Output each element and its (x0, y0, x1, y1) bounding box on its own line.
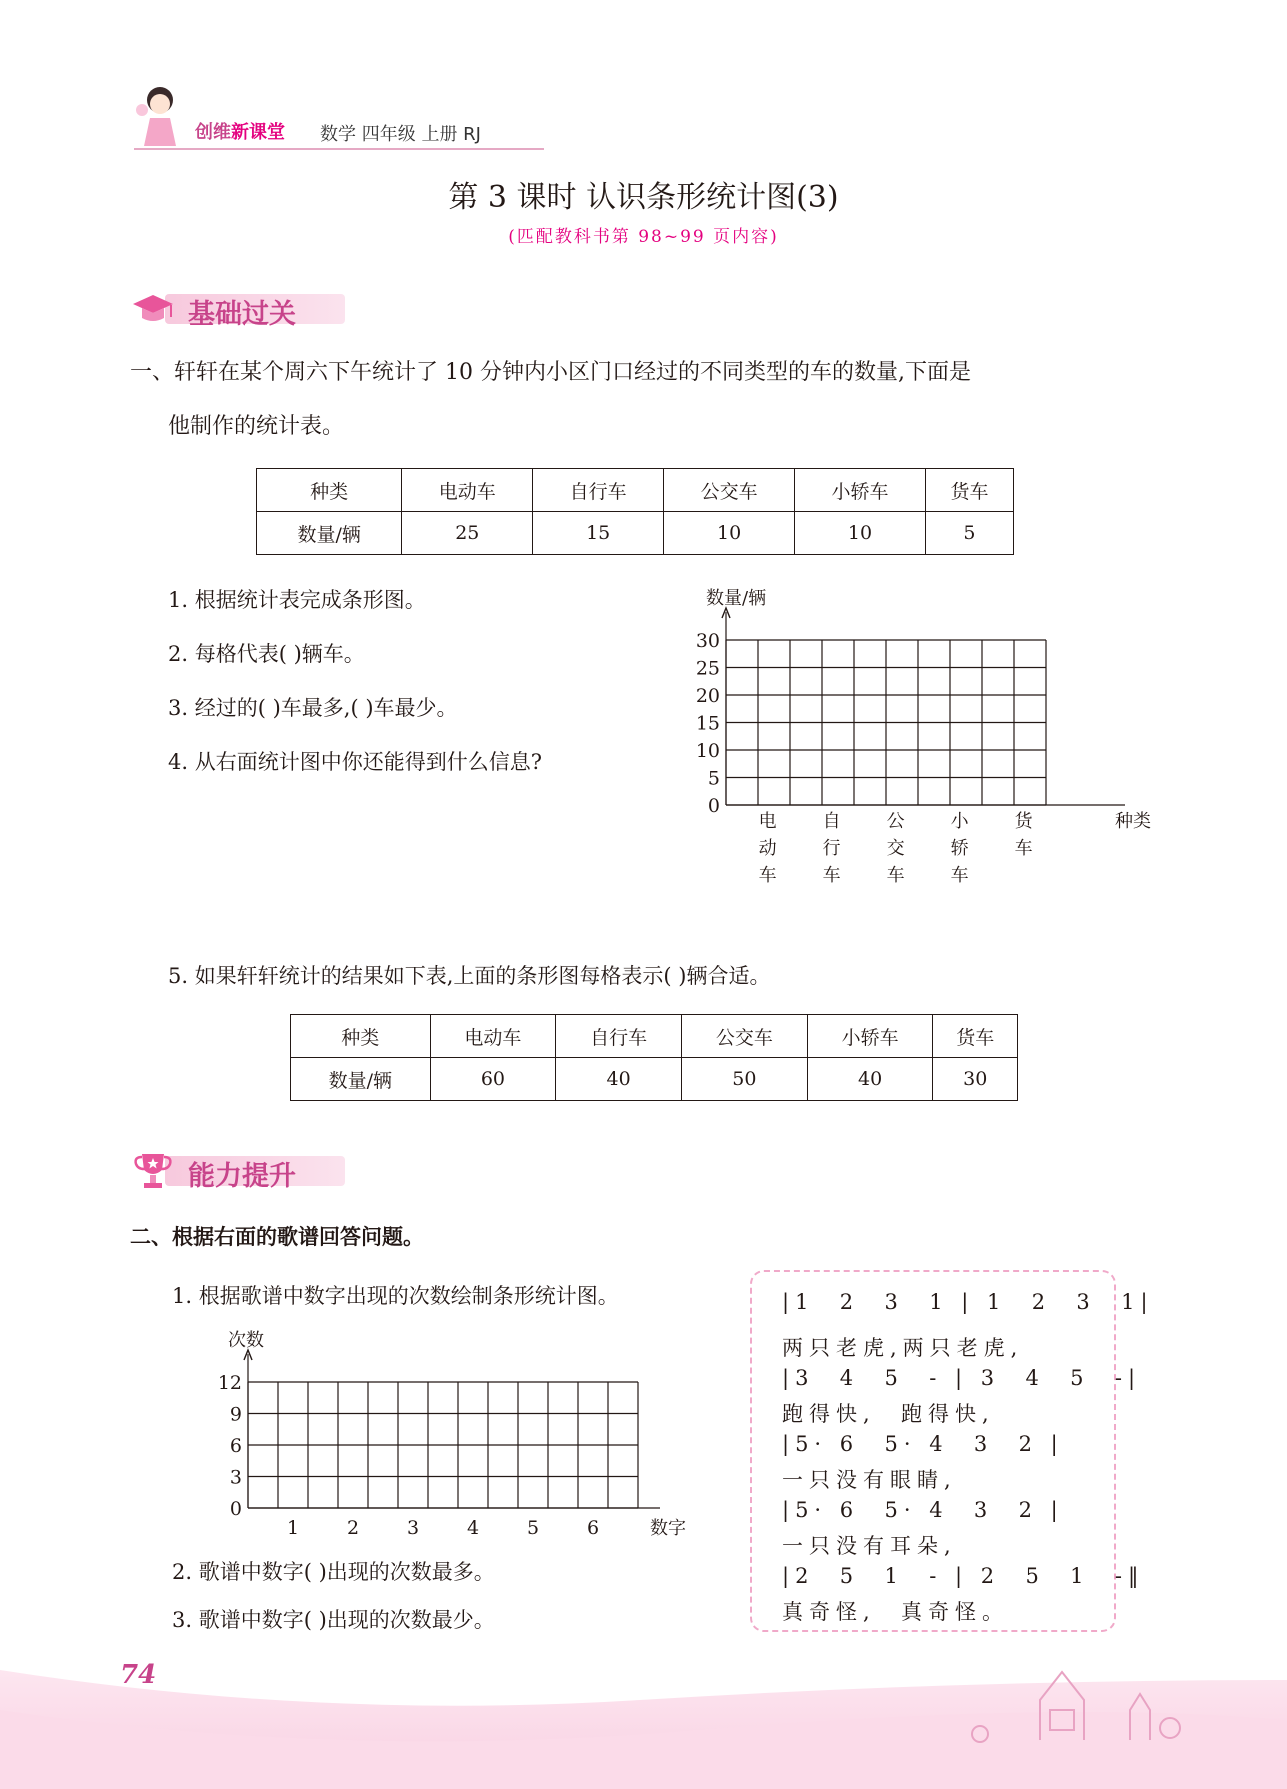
y-tick-label: 15 (695, 712, 720, 735)
score-line: |2 5 1 - | 2 5 1 -‖ (782, 1564, 1145, 1588)
table-header-row (291, 1015, 1018, 1058)
table-cell: 数量/辆 (257, 512, 402, 555)
table-row (257, 512, 1014, 555)
header-divider (134, 148, 544, 150)
table-cell: 30 (933, 1058, 1018, 1101)
table-cell: 种类 (257, 469, 402, 512)
lesson-title: 第 3 课时 认识条形统计图(3) (448, 180, 839, 215)
table-cell: 40 (556, 1058, 682, 1101)
table-cell: 25 (402, 512, 533, 555)
lyric-line: 一只没有眼睛, (782, 1468, 957, 1492)
y-tick-label: 20 (695, 685, 720, 707)
category-label: 4 (466, 1517, 480, 1539)
category-label: 自行车 (822, 811, 841, 886)
y-axis-label: 数量/辆 (706, 588, 767, 609)
page-number: 74 (120, 1660, 157, 1690)
item-3: 3. 经过的( )车最多,( )车最少。 (168, 696, 458, 720)
table-cell: 种类 (291, 1015, 431, 1058)
table-cell: 60 (430, 1058, 556, 1101)
y-tick-label: 0 (707, 795, 720, 817)
section-banner-basic: 基础过关 (130, 286, 360, 332)
score-line: |3 4 5 - | 3 4 5 -| (782, 1366, 1142, 1390)
question-2: 二、根据右面的歌谱回答问题。 (130, 1224, 424, 1249)
category-label: 5 (526, 1517, 540, 1539)
table-cell: 10 (664, 512, 795, 555)
table-cell: 货车 (933, 1015, 1018, 1058)
category-label: 公交车 (886, 811, 905, 886)
y-tick-label: 0 (229, 1498, 242, 1520)
lyric-line: 一只没有耳朵, (782, 1534, 957, 1558)
item-5: 5. 如果轩轩统计的结果如下表,上面的条形图每格表示( )辆合适。 (168, 964, 771, 988)
category-label: 小轿车 (950, 811, 969, 886)
item-2-3: 3. 歌谱中数字( )出现的次数最少。 (172, 1608, 495, 1632)
table-cell: 自行车 (556, 1015, 682, 1058)
table-cell: 15 (533, 512, 664, 555)
y-tick-label: 5 (707, 767, 720, 790)
score-line: |1 2 3 1 | 1 2 3 1| (782, 1290, 1154, 1314)
graduation-cap-icon (130, 286, 176, 332)
y-tick-label: 6 (229, 1435, 242, 1457)
item-2: 2. 每格代表( )辆车。 (168, 642, 365, 666)
table-cell: 电动车 (402, 469, 533, 512)
item-4: 4. 从右面统计图中你还能得到什么信息? (168, 750, 542, 774)
header-illustration (130, 80, 190, 148)
category-label: 货车 (1014, 811, 1033, 859)
lyric-line: 真奇怪, 真奇怪。 (782, 1600, 1010, 1624)
table-cell: 5 (925, 512, 1013, 555)
footer-decoration (0, 1610, 1287, 1789)
lesson-subtitle: (匹配教科书第 98~99 页内容) (508, 227, 779, 247)
car-count-table-2 (290, 1014, 1018, 1101)
item-2-2: 2. 歌谱中数字( )出现的次数最多。 (172, 1560, 495, 1584)
question-1-line2: 他制作的统计表。 (168, 414, 345, 439)
table-cell: 小轿车 (807, 1015, 933, 1058)
y-tick-label: 12 (217, 1372, 242, 1394)
section-banner-advanced: 能力提升 (130, 1148, 360, 1194)
header-brand: 创维新课堂 (195, 122, 285, 143)
category-label: 3 (406, 1517, 420, 1539)
category-label: 电动车 (758, 811, 777, 886)
table-header-row (257, 469, 1014, 512)
table-cell: 自行车 (533, 469, 664, 512)
x-axis-label: 种类 (1115, 811, 1151, 832)
trophy-icon (130, 1148, 176, 1194)
question-1-line1: 一、轩轩在某个周六下午统计了 10 分钟内小区门口经过的不同类型的车的数量,下面是 (130, 360, 971, 385)
song-score-box (750, 1270, 1154, 1632)
table-cell: 公交车 (664, 469, 795, 512)
table-row (291, 1058, 1018, 1101)
table-cell: 50 (682, 1058, 808, 1101)
table-cell: 小轿车 (795, 469, 926, 512)
car-bar-chart (680, 580, 1151, 890)
item-2-1: 1. 根据歌谱中数字出现的次数绘制条形统计图。 (172, 1284, 619, 1308)
table-cell: 10 (795, 512, 926, 555)
y-tick-label: 3 (229, 1466, 242, 1489)
table-cell: 电动车 (430, 1015, 556, 1058)
table-cell: 40 (807, 1058, 933, 1101)
y-tick-label: 30 (695, 630, 720, 652)
y-tick-label: 25 (695, 657, 720, 680)
category-label: 6 (586, 1517, 600, 1539)
y-tick-label: 9 (229, 1403, 242, 1426)
y-axis-label: 次数 (228, 1330, 264, 1351)
x-axis-label: 数字 (650, 1518, 686, 1539)
category-label: 1 (286, 1517, 300, 1539)
score-line: |5· 6 5· 4 3 2 | (782, 1432, 1064, 1456)
digit-bar-chart (210, 1320, 686, 1550)
category-label: 2 (346, 1517, 360, 1539)
header-subject: 数学 四年级 上册 RJ (320, 124, 481, 145)
lyric-line: 跑得快, 跑得快, (782, 1402, 995, 1426)
y-tick-label: 10 (695, 740, 720, 762)
score-line: |5· 6 5· 4 3 2 | (782, 1498, 1064, 1522)
item-1: 1. 根据统计表完成条形图。 (168, 588, 426, 612)
table-cell: 公交车 (682, 1015, 808, 1058)
car-count-table (256, 468, 1014, 555)
table-cell: 数量/辆 (291, 1058, 431, 1101)
table-cell: 货车 (925, 469, 1013, 512)
lyric-line: 两只老虎,两只老虎, (782, 1336, 1024, 1360)
